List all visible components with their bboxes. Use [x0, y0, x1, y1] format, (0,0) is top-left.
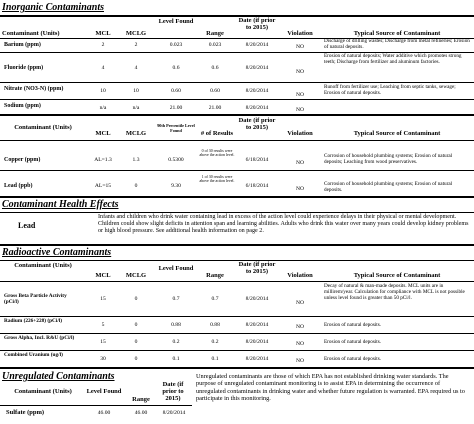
header-divider — [0, 281, 474, 282]
row-level: 0.2 — [172, 339, 180, 345]
row-range: 46.00 — [134, 410, 148, 416]
row-level: 21.00 — [169, 105, 183, 111]
section-rule — [0, 244, 474, 246]
row-source: Erosion of natural deposits. — [324, 356, 382, 362]
row-name: Gross Beta Particle Activity (pCi/l) — [4, 293, 67, 305]
col-contaminant: Contaminant (Units) — [14, 388, 72, 395]
row-name: Combined Uranium (ug/l) — [4, 352, 63, 358]
col-mclg: MCLG — [125, 272, 147, 279]
row-date: 8/20/2014 — [245, 65, 269, 71]
row-mcl: AL=1.3 — [94, 157, 112, 163]
row-name: Radium (226+228) (pCi/l) — [4, 318, 63, 324]
row-range: 0.7 — [211, 296, 219, 302]
row-level: 0.1 — [172, 356, 180, 362]
col-source: Typical Source of Contaminant — [353, 30, 441, 37]
row-mclg: 4 — [134, 65, 138, 71]
row-mcl: 15 — [100, 296, 106, 302]
row-mclg: 0 — [134, 296, 138, 302]
row-divider — [0, 170, 474, 171]
col-level-found: Level Found — [86, 388, 122, 395]
col-source: Typical Source of Contaminant — [353, 272, 441, 279]
row-mcl: n/a — [99, 105, 107, 111]
col-mcl: MCL — [95, 130, 111, 137]
row-mcl: 5 — [101, 322, 105, 328]
section-rule — [0, 212, 474, 213]
col-violation: Violation — [287, 130, 313, 137]
row-divider — [0, 99, 474, 100]
row-level: 0.7 — [172, 296, 180, 302]
row-date: 8/20/2014 — [245, 339, 269, 345]
row-date: 8/20/2014 — [245, 356, 269, 362]
radioactive-title: Radioactive Contaminants — [2, 247, 112, 258]
row-level: 0.023 — [169, 42, 183, 48]
row-source: Erosion of natural deposits; Water additive which promotes strong teeth; Discharge from fertilizer and aluminum factories. — [324, 53, 462, 65]
row-range: 0.88 — [210, 322, 220, 328]
unregulated-title: Unregulated Contaminants — [2, 371, 115, 382]
section-rule — [0, 196, 474, 198]
row-source: Discharge of drilling wastes; Discharge from metal refineries; Erosion of natural deposits. — [324, 38, 470, 50]
row-name: Lead (ppb) — [4, 183, 33, 189]
row-results: 0 of 30 results were above the action level. — [199, 149, 235, 158]
row-mclg: 0 — [134, 322, 138, 328]
col-contaminant: Contaminant (Units) — [14, 262, 72, 269]
row-mcl: 2 — [101, 42, 105, 48]
col-range: Range — [206, 272, 224, 279]
row-level: 0.60 — [171, 88, 181, 94]
row-name: Nitrate (NO3-N) (ppm) — [4, 86, 64, 92]
row-mclg: 0 — [134, 339, 138, 345]
row-name: Sulfate (ppm) — [6, 409, 45, 416]
health-title: Contaminant Health Effects — [2, 199, 119, 210]
col-date: Date (if prior to 2015) — [162, 381, 184, 402]
row-violation: NO — [295, 160, 305, 166]
health-label: Lead — [18, 221, 36, 230]
row-divider — [0, 316, 474, 317]
col-date: Date (if prior to 2015) — [238, 117, 276, 131]
row-mcl: 30 — [100, 356, 106, 362]
row-violation: NO — [295, 186, 305, 192]
col-results: # of Results — [200, 130, 234, 137]
col-percentile: 90th Percentile Level Found — [157, 123, 195, 133]
header-divider — [0, 140, 474, 141]
row-violation: NO — [295, 92, 305, 98]
inorganic-title: Inorganic Contaminants — [2, 2, 104, 13]
row-date: 8/20/2014 — [245, 42, 269, 48]
col-source: Typical Source of Contaminant — [353, 130, 441, 137]
row-violation: NO — [295, 324, 305, 330]
row-range: 0.1 — [211, 356, 219, 362]
row-level: 9.30 — [171, 183, 181, 189]
row-violation: NO — [295, 300, 305, 306]
row-date: 6/18/2014 — [245, 183, 269, 189]
row-level: 46.00 — [97, 410, 111, 416]
col-level-found: Level Found — [158, 18, 194, 25]
row-source: Decay of natural & man-made deposits. MCL units are in millirem/year. Calculation for compliance with MCL is not possible unless level found is greater than 50 pCi/l. — [324, 283, 465, 301]
col-contaminant: Contaminant (Units) — [14, 124, 72, 131]
row-source: Corrosion of household plumbing systems; Erosion of natural deposits. — [324, 181, 453, 193]
row-mclg: 2 — [134, 42, 138, 48]
row-mclg: n/a — [132, 105, 140, 111]
row-date: 8/20/2014 — [245, 296, 269, 302]
row-name: Gross Alpha, Incl. R&U (pCi/l) — [4, 335, 75, 341]
col-violation: Violation — [287, 272, 313, 279]
row-level: 0.5300 — [168, 157, 184, 163]
section-rule — [0, 367, 474, 369]
unregulated-text: Unregulated contaminants are those of which EPA has not established drinking water standards. The purpose of unregulated contaminant monitoring is to assist EPA in determining the occurrence of unregulated contaminants in drinking water and whether future regulation is warranted. EPA required us to participate in this monitoring. — [196, 373, 465, 403]
col-range: Range — [132, 396, 150, 403]
row-source: Erosion of natural deposits. — [324, 339, 382, 345]
row-results: 1 of 30 results were above the action level. — [199, 175, 235, 184]
row-date: 8/20/2014 — [245, 88, 269, 94]
row-source: Runoff from fertilizer use; Leaching from septic tanks, sewage; Erosion of natural deposits. — [324, 84, 456, 96]
row-mcl: AL=15 — [94, 183, 112, 189]
col-mclg: MCLG — [125, 30, 147, 37]
col-mcl: MCL — [95, 272, 111, 279]
row-date: 8/20/2014 — [245, 322, 269, 328]
row-violation: NO — [295, 69, 305, 75]
row-violation: NO — [295, 44, 305, 50]
row-mcl: 10 — [100, 88, 106, 94]
row-mclg: 1.3 — [132, 157, 140, 163]
row-mclg: 0 — [134, 356, 138, 362]
col-contaminant: Contaminant (Units) — [2, 30, 60, 37]
row-date: 6/18/2014 — [245, 157, 269, 163]
row-violation: NO — [295, 107, 305, 113]
row-mcl: 15 — [100, 339, 106, 345]
row-name: Sodium (ppm) — [4, 103, 41, 109]
row-name: Barium (ppm) — [4, 42, 41, 48]
row-level: 0.88 — [171, 322, 181, 328]
row-range: 0.2 — [211, 339, 219, 345]
row-range: 0.023 — [208, 42, 222, 48]
row-divider — [0, 333, 474, 334]
section-rule — [0, 114, 474, 116]
col-range: Range — [206, 30, 224, 37]
row-range: 0.60 — [210, 88, 220, 94]
row-range: 0.6 — [211, 65, 219, 71]
row-name: Copper (ppm) — [4, 157, 41, 163]
row-date: 8/20/2014 — [245, 105, 269, 111]
row-source: Erosion of natural deposits. — [324, 322, 382, 328]
col-level-found: Level Found — [158, 265, 194, 272]
health-text: Infants and children who drink water containing lead in excess of the action level could experience delays in their physical or mental development. Children could show slight deficits in attention span and learning abilities. Adults who drink this water over many years could develop kidney problems or high blood pressure. See additional health information on page 2. — [98, 214, 469, 234]
col-violation: Violation — [287, 30, 313, 37]
col-mcl: MCL — [95, 30, 111, 37]
row-date: 8/20/2014 — [162, 410, 186, 416]
col-mclg: MCLG — [125, 130, 147, 137]
col-date: Date (if prior to 2015) — [238, 261, 276, 275]
row-mclg: 0 — [134, 183, 138, 189]
row-violation: NO — [295, 358, 305, 364]
row-divider — [0, 82, 474, 83]
row-level: 0.6 — [172, 65, 180, 71]
header-divider — [0, 405, 192, 406]
row-source: Corrosion of household plumbing systems; Erosion of natural deposits; Leaching from wood preservatives. — [324, 153, 453, 165]
row-mcl: 4 — [101, 65, 105, 71]
row-violation: NO — [295, 341, 305, 347]
row-divider — [0, 350, 474, 351]
row-range: 21.00 — [208, 105, 222, 111]
col-date: Date (if prior to 2015) — [238, 17, 276, 31]
row-name: Fluoride (ppm) — [4, 65, 44, 71]
row-mclg: 10 — [133, 88, 139, 94]
